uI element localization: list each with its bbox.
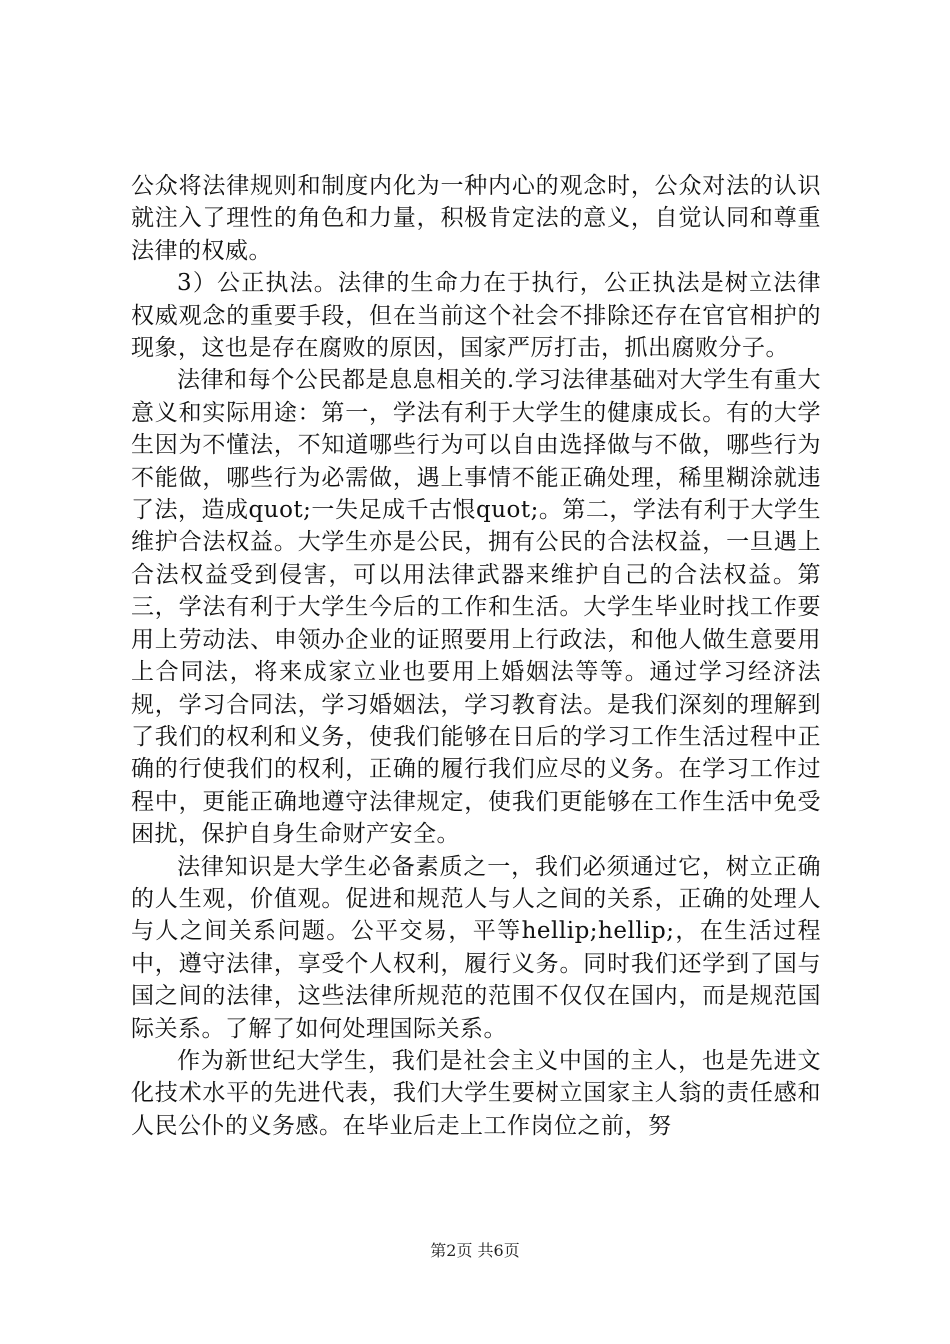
paragraph-law-significance: 法律和每个公民都是息息相关的.学习法律基础对大学生有重大意义和实际用途：第一，学法有利于大学生的健康成长。有的大学生因为不懂法，不知道哪些行为可以自由选择做与不做，哪些行为不能做，哪些行为必需做，遇上事情不能正确处理，稀里糊涂就违了法，造成quot;一失足成千古恨quot;。第二，学法有利于大学生维护合法权益。大学生亦是公民，拥有公民的合法权益，一旦遇上合法权益受到侵害，可以用法律武器来维护自己的合法权益。第三，学法有利于大学生今后的工作和生活。大学生毕业时找工作要用上劳动法、申领办企业的证照要用上行政法，和他人做生意要用上合同法，将来成家立业也要用上婚姻法等等。通过学习经济法规，学习合同法，学习婚姻法，学习教育法。是我们深刻的理解到了我们的权利和义务，使我们能够在日后的学习工作生活过程中正确的行使我们的权利，正确的履行我们应尽的义务。在学习工作过程中，更能正确地遵守法律规定，使我们更能够在工作生活中免受困扰，保护自身生命财产安全。 (131, 367, 821, 848)
paragraph-legal-knowledge: 法律知识是大学生必备素质之一，我们必须通过它，树立正确的人生观，价值观。促进和规范人与人之间的关系，正确的处理人与人之间关系问题。公平交易，平等hellip;hellip;，在生活过程中，遵守法律，享受个人权利，履行义务。同时我们还学到了国与国之间的法律，这些法律所规范的范围不仅仅在国内，而是规范国际关系。了解了如何处理国际关系。 (131, 853, 821, 1042)
paragraph-continuation: 公众将法律规则和制度内化为一种内心的观念时，公众对法的认识就注入了理性的角色和力量，积极肯定法的意义，自觉认同和尊重法律的权威。 (131, 173, 821, 264)
paragraph-fair-enforcement: 3）公正执法。法律的生命力在于执行，公正执法是树立法律权威观念的重要手段，但在当前这个社会不排除还存在官官相护的现象，这也是存在腐败的原因，国家严厉打击，抓出腐败分子。 (131, 270, 821, 362)
page-footer: 第2页 共6页 (430, 1241, 520, 1260)
paragraph-new-century-students: 作为新世纪大学生，我们是社会主义中国的主人，也是先进文化技术水平的先进代表，我们大学生要树立国家主人翁的责任感和人民公仆的义务感。在毕业后走上工作岗位之前，努 (131, 1047, 821, 1139)
body-text (131, 170, 821, 1142)
